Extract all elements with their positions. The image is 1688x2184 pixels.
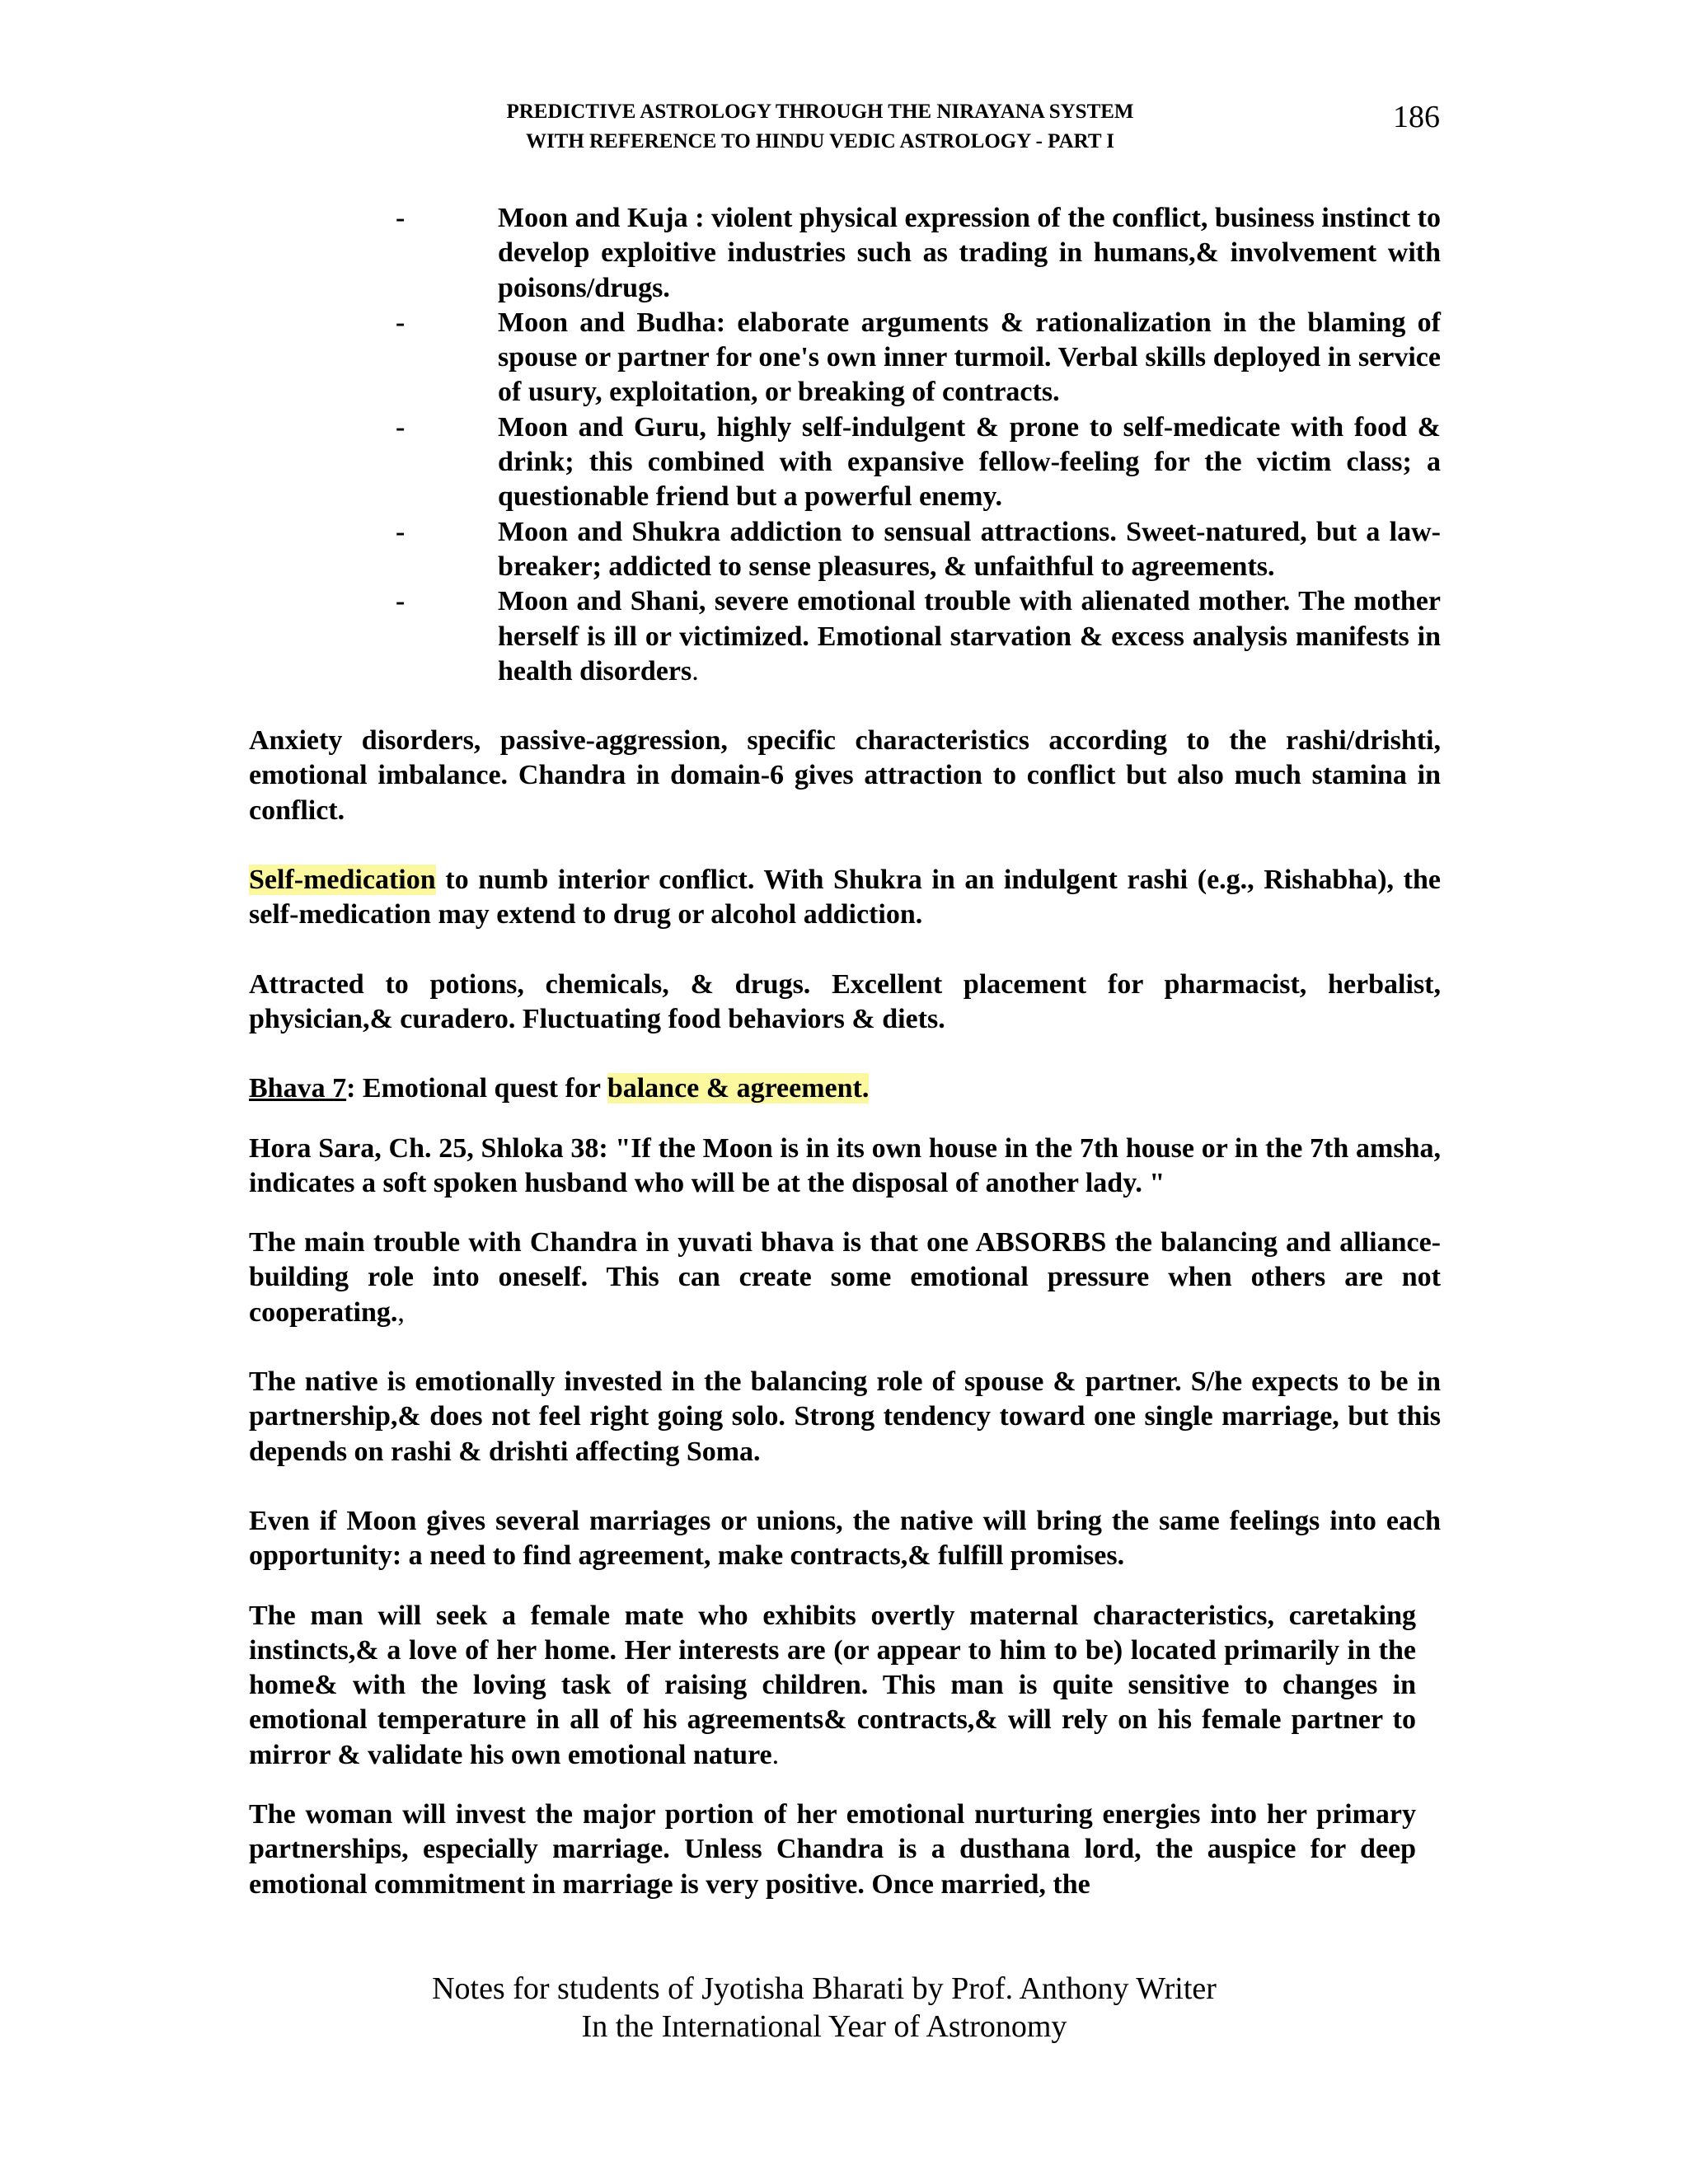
bullet-dash: -	[396, 411, 406, 443]
bhava-text: : Emotional quest for	[346, 1073, 607, 1104]
paragraph-man	[249, 1599, 1416, 1773]
bullet-text: Moon and Shukra addiction to sensual attractions. Sweet-natured, but a law-breaker; addicted to sense pleasures, & unfaithful to agreements.	[498, 516, 1441, 582]
list-item	[0, 410, 1441, 515]
bullet-text: Moon and Kuja : violent physical expression of the conflict, business instinct to develop exploitive industries such as trading in humans,& involvement with poisons/drugs.	[498, 203, 1441, 303]
running-header	[346, 97, 1294, 157]
footer-line-2: In the International Year of Astronomy	[581, 2009, 1067, 2044]
footer-line-1: Notes for students of Jyotisha Bharati by Prof. Anthony Writer	[432, 1971, 1217, 2006]
highlight-balance: balance & agreement.	[607, 1073, 870, 1104]
list-item	[0, 584, 1441, 689]
bullet-text-wrap	[498, 584, 1441, 689]
paragraph-text: to numb interior conflict. With Shukra in an indulgent rashi (e.g., Rishabha), the self-medication may extend to drug or alcohol addiction.	[249, 865, 1441, 930]
bullet-dash: -	[396, 307, 406, 338]
bhava-label: Bhava 7	[249, 1073, 347, 1104]
paragraph-native: The native is emotionally invested in the balancing role of spouse & partner. S/he expects to be in partnership,& does not feel right going solo. Strong tendency toward one single marriage, but this depends on rashi & drishti affecting Soma.	[249, 1366, 1441, 1467]
paragraph-even-if: Even if Moon gives several marriages or unions, the native will bring the same feelings into each opportunity: a need to find agreement, make contracts,& fulfill promises.	[249, 1505, 1441, 1572]
bullet-text: Moon and Guru, highly self-indulgent & prone to self-medicate with food & drink; this combined with expansive fellow-feeling for the victim class; a questionable friend but a powerful enemy.	[498, 411, 1441, 513]
paragraph-potions: Attracted to potions, chemicals, & drugs. Excellent placement for pharmacist, herbalist, physician,& curadero. Fluctuating food behaviors & diets.	[249, 968, 1441, 1034]
paragraph-tail: ,	[397, 1296, 405, 1328]
paragraph-self-medication	[249, 863, 1441, 933]
list-item	[0, 201, 1441, 306]
paragraph-woman: The woman will invest the major portion of her emotional nurturing energies into her primary partnerships, especially marriage. Unless Chandra is a dusthana lord, the auspice for deep emotional commitment in marriage is very positive. Once married, the	[249, 1798, 1416, 1900]
paragraph-anxiety: Anxiety disorders, passive-aggression, specific characteristics according to the rashi/drishti, emotional imbalance. Chandra in domain-6 gives attraction to conflict but also much stamina in conflict.	[249, 725, 1441, 826]
page-footer	[247, 1970, 1401, 2046]
bullet-dash: -	[396, 586, 406, 617]
bullet-tail: .	[692, 655, 699, 687]
list-item	[0, 306, 1441, 410]
paragraph-text: The man will seek a female mate who exhibits overtly maternal characteristics, caretaking instincts,& a love of her home. Her interests are (or appear to him to be) located primarily in the home& with the loving task of raising children. This man is quite sensitive to changes in emotional temperature in all of his agreements& contracts,& will rely on his female partner to mirror & validate his own emotional nature	[249, 1600, 1416, 1770]
paragraph-text: The main trouble with Chandra in yuvati bhava is that one ABSORBS the balancing and alliance-building role into oneself. This can create some emotional pressure when others are not cooperating.	[249, 1227, 1441, 1328]
bullet-dash: -	[396, 516, 406, 547]
bullet-dash: -	[396, 203, 406, 233]
bullet-text: Moon and Shani, severe emotional trouble with alienated mother. The mother herself is ill or victimized. Emotional starvation & excess analysis manifests in health disorders	[498, 586, 1441, 687]
page-body	[249, 201, 1441, 1902]
bullet-list	[0, 201, 1441, 689]
highlight-self-medication: Self-medication	[249, 865, 436, 896]
bullet-text: Moon and Budha: elaborate arguments & rationalization in the blaming of spouse or partner for one's own inner turmoil. Verbal skills deployed in service of usury, exploitation, or breaking of contracts.	[498, 307, 1441, 408]
paragraph-hora-sara: Hora Sara, Ch. 25, Shloka 38: "If the Moon is in its own house in the 7th house or in the 7th amsha, indicates a soft spoken husband who will be at the disposal of another lady. "	[249, 1132, 1441, 1198]
section-heading-bhava-7	[249, 1071, 1441, 1106]
page-number: 186	[1393, 100, 1440, 134]
paragraph-tail: .	[771, 1739, 780, 1770]
header-line-2: WITH REFERENCE TO HINDU VEDIC ASTROLOGY - PART I	[525, 130, 1115, 152]
list-item	[0, 515, 1441, 585]
paragraph-main-trouble	[249, 1226, 1441, 1330]
header-line-1: PREDICTIVE ASTROLOGY THROUGH THE NIRAYANA SYSTEM	[506, 101, 1134, 123]
